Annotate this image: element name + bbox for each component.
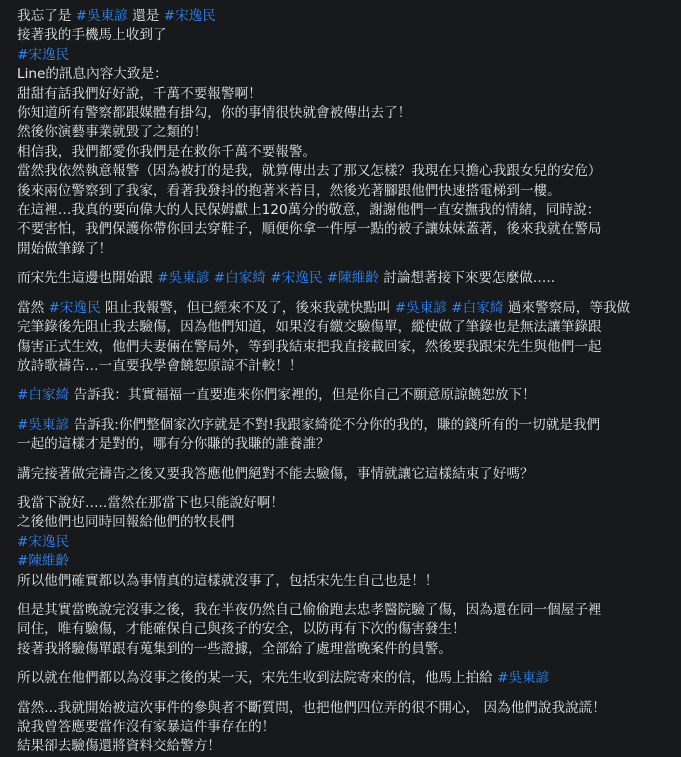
text-line: [17, 162, 675, 181]
paragraph-gap: [17, 484, 675, 494]
paragraph: [17, 386, 675, 405]
paragraph-gap: [17, 659, 675, 669]
text-line: [17, 123, 675, 142]
text-line: [17, 220, 675, 239]
text-line: [17, 465, 675, 484]
text-line: [17, 572, 675, 591]
hashtag-link[interactable]: #宋逸民: [48, 299, 101, 316]
hashtag-link[interactable]: #宋逸民: [17, 46, 70, 63]
paragraph-gap: [17, 376, 675, 386]
text-line: [17, 601, 675, 620]
hashtag-link[interactable]: #吳東諺: [497, 670, 550, 687]
text-line: [17, 65, 675, 84]
text-line: [17, 386, 675, 405]
paragraph: [17, 465, 675, 484]
paragraph: [17, 494, 675, 591]
text-segment: 阻止我報警，但已經來不及了，後來我就快點叫: [100, 299, 395, 316]
text-segment: 我忘了是: [17, 8, 76, 24]
text-line: [17, 26, 675, 45]
paragraph-gap: [17, 289, 675, 299]
paragraph-gap: [17, 259, 675, 269]
text-line: [17, 699, 675, 718]
text-segment: 討論想著接下來要怎麼做…..: [378, 270, 556, 287]
text-line: [17, 46, 675, 65]
text-segment: 開始做筆錄了！: [17, 240, 113, 257]
text-segment: 在這裡…我真的要向偉大的人民保姆獻上120萬分的敬意，謝謝他們一直安撫我的情緒，同時說：: [17, 202, 601, 219]
text-segment: 後來兩位警察到了我家，看著我發抖的抱著米苔目，然後光著腳跟他們快速搭電梯到一樓。: [17, 182, 561, 199]
text-segment: 而宋先生這邊也開始跟: [17, 270, 158, 287]
text-line: [17, 513, 675, 532]
text-segment: 說我曾答應要當作沒有家暴這件事存在的！: [17, 719, 276, 735]
hashtag-link[interactable]: #白家綺: [213, 270, 266, 287]
hashtag-link[interactable]: #吳東諺: [75, 8, 128, 24]
text-segment: 過來警察局，等我做: [503, 299, 631, 316]
hashtag-link[interactable]: #吳東諺: [157, 270, 210, 287]
hashtag-link[interactable]: #宋逸民: [17, 533, 70, 550]
text-line: [17, 357, 675, 376]
text-segment: 你知道所有警察都跟媒體有掛勾，你的事情很快就會被傳出去了！: [17, 105, 412, 122]
paragraph: [17, 416, 675, 455]
text-line: [17, 201, 675, 220]
text-segment: 結果卻去驗傷還將資料交給警方！: [17, 738, 221, 755]
text-segment: 所以就在他們都以為沒事之後的某一天，宋先生收到法院寄來的信，他馬上拍給: [17, 670, 498, 687]
text-segment: 告訴我：其實福福一直要進來你們家裡的，但是你自己不願意原諒饒恕放下！: [69, 387, 536, 404]
text-line: [17, 620, 675, 639]
text-line: [17, 299, 675, 318]
text-segment: 接著我將驗傷單跟有蒐集到的一些證據，全部給了處理當晚案件的員警。: [17, 640, 452, 657]
text-segment: 一起的這樣才是對的，哪有分你賺的我賺的誰養誰？: [17, 436, 330, 453]
text-line: [17, 737, 675, 756]
text-segment: 放詩歌禱告…一直要我學會饒恕原諒不計較！！: [17, 357, 303, 374]
text-segment: 不要害怕，我們保護你帶你回去穿鞋子，順便你拿一件厚一點的被子讓妹妹蓋著，後來我就在警局: [17, 221, 602, 238]
text-line: [17, 552, 675, 571]
text-line: [17, 85, 675, 104]
text-segment: 甜甜有話我們好好說，千萬不要報警啊！: [17, 85, 262, 102]
text-segment: 同住，唯有驗傷，才能確保自己與孩子的安全，以防再有下次的傷害發生！: [17, 621, 466, 638]
text-line: [17, 533, 675, 552]
text-line: [17, 416, 675, 435]
text-line: [17, 640, 675, 659]
text-line: [17, 338, 675, 357]
text-segment: 所以他們確實都以為事情真的這樣就沒事了，包括宋先生自己也是！！: [17, 572, 439, 589]
text-line: [17, 143, 675, 162]
text-segment: Line的訊息內容大致是：: [17, 66, 168, 83]
text-segment: 講完接著做完禱告之後又要我答應他們絕對不能去驗傷，事情就讓它這樣結束了好嗎？: [17, 465, 534, 482]
text-segment: 還是: [127, 8, 164, 24]
hashtag-link[interactable]: #白家綺: [17, 387, 70, 404]
text-line: [17, 718, 675, 737]
text-segment: 告訴我:你們整個家次序就是不對!我跟家綺從不分你的我的，賺的錢所有的一切就是我們: [69, 416, 601, 433]
text-segment: 然後你演藝事業就毀了之類的！: [17, 124, 208, 141]
paragraph-gap: [17, 455, 675, 465]
text-segment: 當然…我就開始被這次事件的參與者不斷質問，也把他們四位弄的很不開心， 因為他們說我說謊！: [17, 699, 606, 716]
text-line: [17, 182, 675, 201]
text-segment: 但是其實當晚說完沒事之後，我在半夜仍然自己偷偷跑去忠孝醫院驗了傷，因為還在同一個屋子裡: [17, 601, 602, 618]
paragraph: [17, 699, 675, 757]
text-line: [17, 7, 675, 26]
paragraph-gap: [17, 591, 675, 601]
text-line: [17, 104, 675, 123]
text-segment: 我當下說好…..當然在那當下也只能說好啊！: [17, 494, 284, 511]
paragraph: [17, 601, 675, 659]
hashtag-link[interactable]: #吳東諺: [394, 299, 447, 316]
text-segment: 當然: [17, 299, 49, 316]
hashtag-link[interactable]: #吳東諺: [17, 416, 70, 433]
text-line: [17, 494, 675, 513]
text-segment: 完筆錄後先阻止我去驗傷，因為他們知道，如果沒有繳交驗傷單，縱使做了筆錄也是無法讓筆錄跟: [17, 319, 602, 336]
paragraph: [17, 299, 675, 377]
paragraph: [17, 7, 675, 259]
paragraph: [17, 669, 675, 688]
text-line: [17, 269, 675, 288]
text-line: [17, 318, 675, 337]
text-line: [17, 669, 675, 688]
text-line: [17, 435, 675, 454]
text-line: [17, 240, 675, 259]
text-segment: 當然我依然執意報警（因為被打的是我，就算傳出去了那又怎樣？我現在只擔心我跟女兒的安危）: [17, 163, 602, 180]
hashtag-link[interactable]: #白家綺: [451, 299, 504, 316]
paragraph-gap: [17, 689, 675, 699]
hashtag-link[interactable]: #宋逸民: [270, 270, 323, 287]
text-segment: 之後他們也同時回報給他們的牧長們: [17, 514, 235, 531]
text-segment: 相信我，我們都愛你我們是在救你千萬不要報警。: [17, 143, 317, 160]
text-segment: 傷害正式生效，他們夫妻倆在警局外，等到我結束把我直接載回家，然後要我跟宋先生與他們一起: [17, 338, 602, 355]
text-segment: 接著我的手機馬上收到了: [17, 27, 167, 44]
hashtag-link[interactable]: #陳維齡: [17, 553, 70, 570]
post-body: [17, 7, 675, 757]
hashtag-link[interactable]: #陳維齡: [326, 270, 379, 287]
paragraph-gap: [17, 406, 675, 416]
hashtag-link[interactable]: #宋逸民: [163, 8, 216, 24]
paragraph: [17, 269, 675, 288]
